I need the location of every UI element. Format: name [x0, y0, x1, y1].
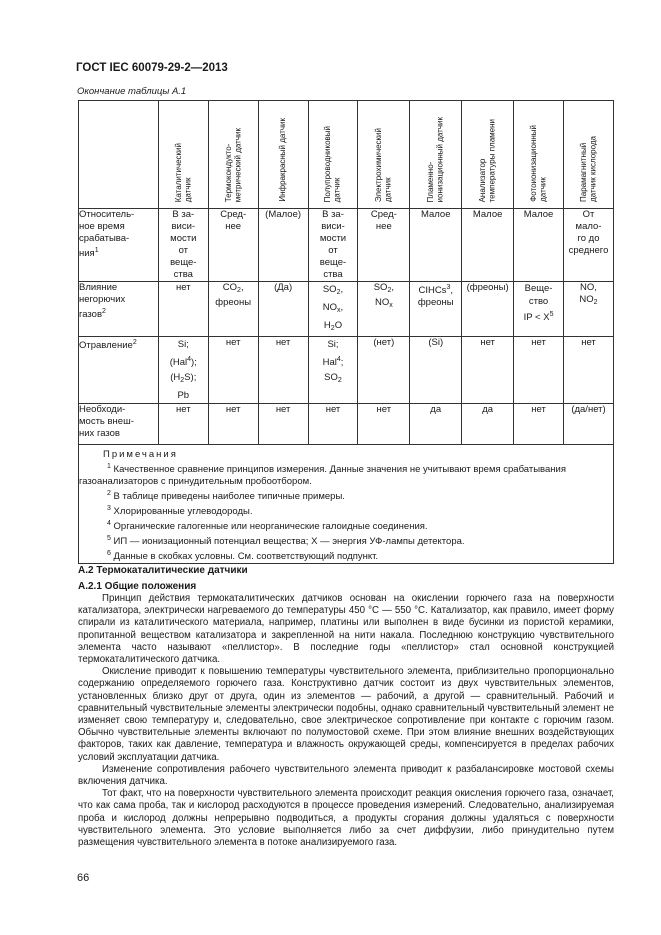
table-cell: (да/нет) [563, 404, 613, 445]
section-title: А.2 Термокаталитические датчики [78, 565, 248, 576]
page-number: 66 [77, 872, 90, 884]
table-row-non-combustible-influence [79, 282, 614, 337]
table-notes-row [79, 445, 614, 564]
table-cell: (фреоны) [462, 282, 514, 337]
col-header-electrochemical: Электрохимический датчик [358, 101, 410, 209]
table-notes [79, 445, 614, 564]
col-header-infrared: Инфракрасный датчик [258, 101, 308, 209]
col-header-semiconductor: Полупроводниковый датчик [308, 101, 358, 209]
table-cell: (Si) [410, 337, 462, 404]
note-item: $^2$ В таблице приведены наиболее типичные примеры. [107, 490, 345, 502]
table-cell: нет [358, 404, 410, 445]
col-header-flame-temperature: Анализатор температуры пламени [462, 101, 514, 209]
table-cell: Малое [410, 209, 462, 282]
note-item: $^6$ Данные в скобках условны. См. соответствующий подпункт. [107, 550, 379, 562]
table-cell: Малое [514, 209, 564, 282]
paragraph: Окисление приводит к повышению температуры чувствительного элемента, приблизительно пропорционально содержанию определяемого горючего газа. Конструктивно датчик состоит из двух чувствительных элементов, установленных близко друг от друга, один из элементов — рабочий, а другой — сравнительный. Рабочий и сравнительный чувствительные элементы электрически подобны, однако сравнительный чувствительный элемент не изменяет свою температуру и, следовательно, свое электрическое сопротивление при контакте с горючим газом. Обычно чувствительные элементы включают по полумостовой схеме. При этом влияние внешних воздействующих факторов, таких как давление, температура и влажность окружающей среды, компенсируется в пределах рабочих условий эксплуатации датчика. [78, 666, 614, 763]
row-label: Относитель- ное время срабатыва- ния$^1$ [79, 209, 159, 282]
table-caption: Окончание таблицы А.1 [77, 86, 187, 97]
header-row [79, 101, 614, 209]
note-item: $^3$ Хлорированные углеводороды. [107, 505, 253, 517]
subsection-title: А.2.1 Общие положения [78, 581, 197, 592]
paragraph: Тот факт, что на поверхности чувствительного элемента происходит реакция окисления горючего газа, означает, что как сама проба, так и кислород расходуются в процессе проведения измерений. Следовательно, анализируемая проба и кислород должны непрерывно подводиться, а продукты сгорания должны удаляться с поверхности чувствительного элемента. Это условие выполняется либо за счет диффузии, либо принудительно путем размещения чувствительного элемента в потоке анализируемого газа. [78, 788, 614, 849]
table-cell: Малое [462, 209, 514, 282]
table-cell: нет [462, 337, 514, 404]
row-label: Отравление$^2$ [79, 337, 159, 404]
table-cell: Si; (Hal$^4$); $(H_2S)$; Pb [158, 337, 208, 404]
table-cell: нет [208, 337, 258, 404]
table-cell: Сред- нее [358, 209, 410, 282]
table-cell: нет [514, 404, 564, 445]
header-corner [79, 101, 159, 209]
col-header-flame-ionization: Пламенно- ионизационный датчик [410, 101, 462, 209]
table-cell: Si; Hal$^4$; $SO_2$ [308, 337, 358, 404]
table-cell: (Малое) [258, 209, 308, 282]
table-cell: нет [258, 337, 308, 404]
table-cell: NO, $NO_2$ [563, 282, 613, 337]
table-cell: $CO_2$, фреоны [208, 282, 258, 337]
table-row-response-time [79, 209, 614, 282]
table-cell: нет [563, 337, 613, 404]
table-cell: нет [308, 404, 358, 445]
row-label: Необходи- мость внеш- них газов [79, 404, 159, 445]
table-row-poisoning [79, 337, 614, 404]
document-header: ГОСТ IEC 60079-29-2—2013 [76, 62, 228, 74]
table-cell: $SO_2$, $NO_x$, $H_2O$ [308, 282, 358, 337]
note-item: $^4$ Органические галогенные или неорганические галоидные соединения. [107, 520, 428, 532]
note-item: $^1$ Качественное сравнение принципов измерения. Данные значения не учитывают время срабатывания газоанализаторов с принудительным пробоотбором. [79, 463, 566, 487]
body-text [78, 593, 614, 849]
paragraph: Изменение сопротивления рабочего чувствительного элемента приводит к разбалансировке мостовой схемы включения датчика. [78, 763, 614, 788]
row-label: Влияние негорючих газов$^2$ [79, 282, 159, 337]
table-cell: да [410, 404, 462, 445]
table-cell: нет [208, 404, 258, 445]
col-header-catalytic: Каталитический датчик [158, 101, 208, 209]
table-cell: нет [158, 282, 208, 337]
table-cell: В за- виси- мости от веще- ства [308, 209, 358, 282]
table-row-external-gases [79, 404, 614, 445]
table-cell: нет [514, 337, 564, 404]
table-cell: нет [258, 404, 308, 445]
col-header-thermal-conductivity: Термокондукто- метрический датчик [208, 101, 258, 209]
table-cell: Сред- нее [208, 209, 258, 282]
table-cell: $SO_2$, $NO_x$ [358, 282, 410, 337]
table-cell: В за- виси- мости от веще- ства [158, 209, 208, 282]
comparison-table [78, 100, 614, 564]
col-header-photoionization: Фотоионизационный датчик [514, 101, 564, 209]
table-cell: (Да) [258, 282, 308, 337]
table-cell: От мало- го до среднего [563, 209, 613, 282]
notes-heading: Примечания [103, 449, 178, 460]
table-cell: Веще- ство IP < $X^5$ [514, 282, 564, 337]
col-header-paramagnetic: Парамагнитный датчик кислорода [563, 101, 613, 209]
table-cell: нет [158, 404, 208, 445]
table-cell: CIHCs$^3$, фреоны [410, 282, 462, 337]
table-cell: (нет) [358, 337, 410, 404]
paragraph: Принцип действия термокаталитических датчиков основан на окислении горючего газа на поверхности катализатора, электрически нагреваемого до температуры 450 °С — 550 °С. Катализатор, как правило, имеет форму спирали из каталитического материала, например, платины или выполнен в виде бусинки из пористой керамики, пропитанной веществом катализатора и закрепленной на нити накала. Последнюю конструкцию чувствительного элемента часто называют «пеллистор». В последние годы «пеллистор» стал основной конструкцией термокаталитического датчика. [78, 593, 614, 666]
note-item: $^5$ ИП — ионизационный потенциал вещества; X — энергия УФ-лампы детектора. [107, 535, 465, 547]
table-cell: да [462, 404, 514, 445]
